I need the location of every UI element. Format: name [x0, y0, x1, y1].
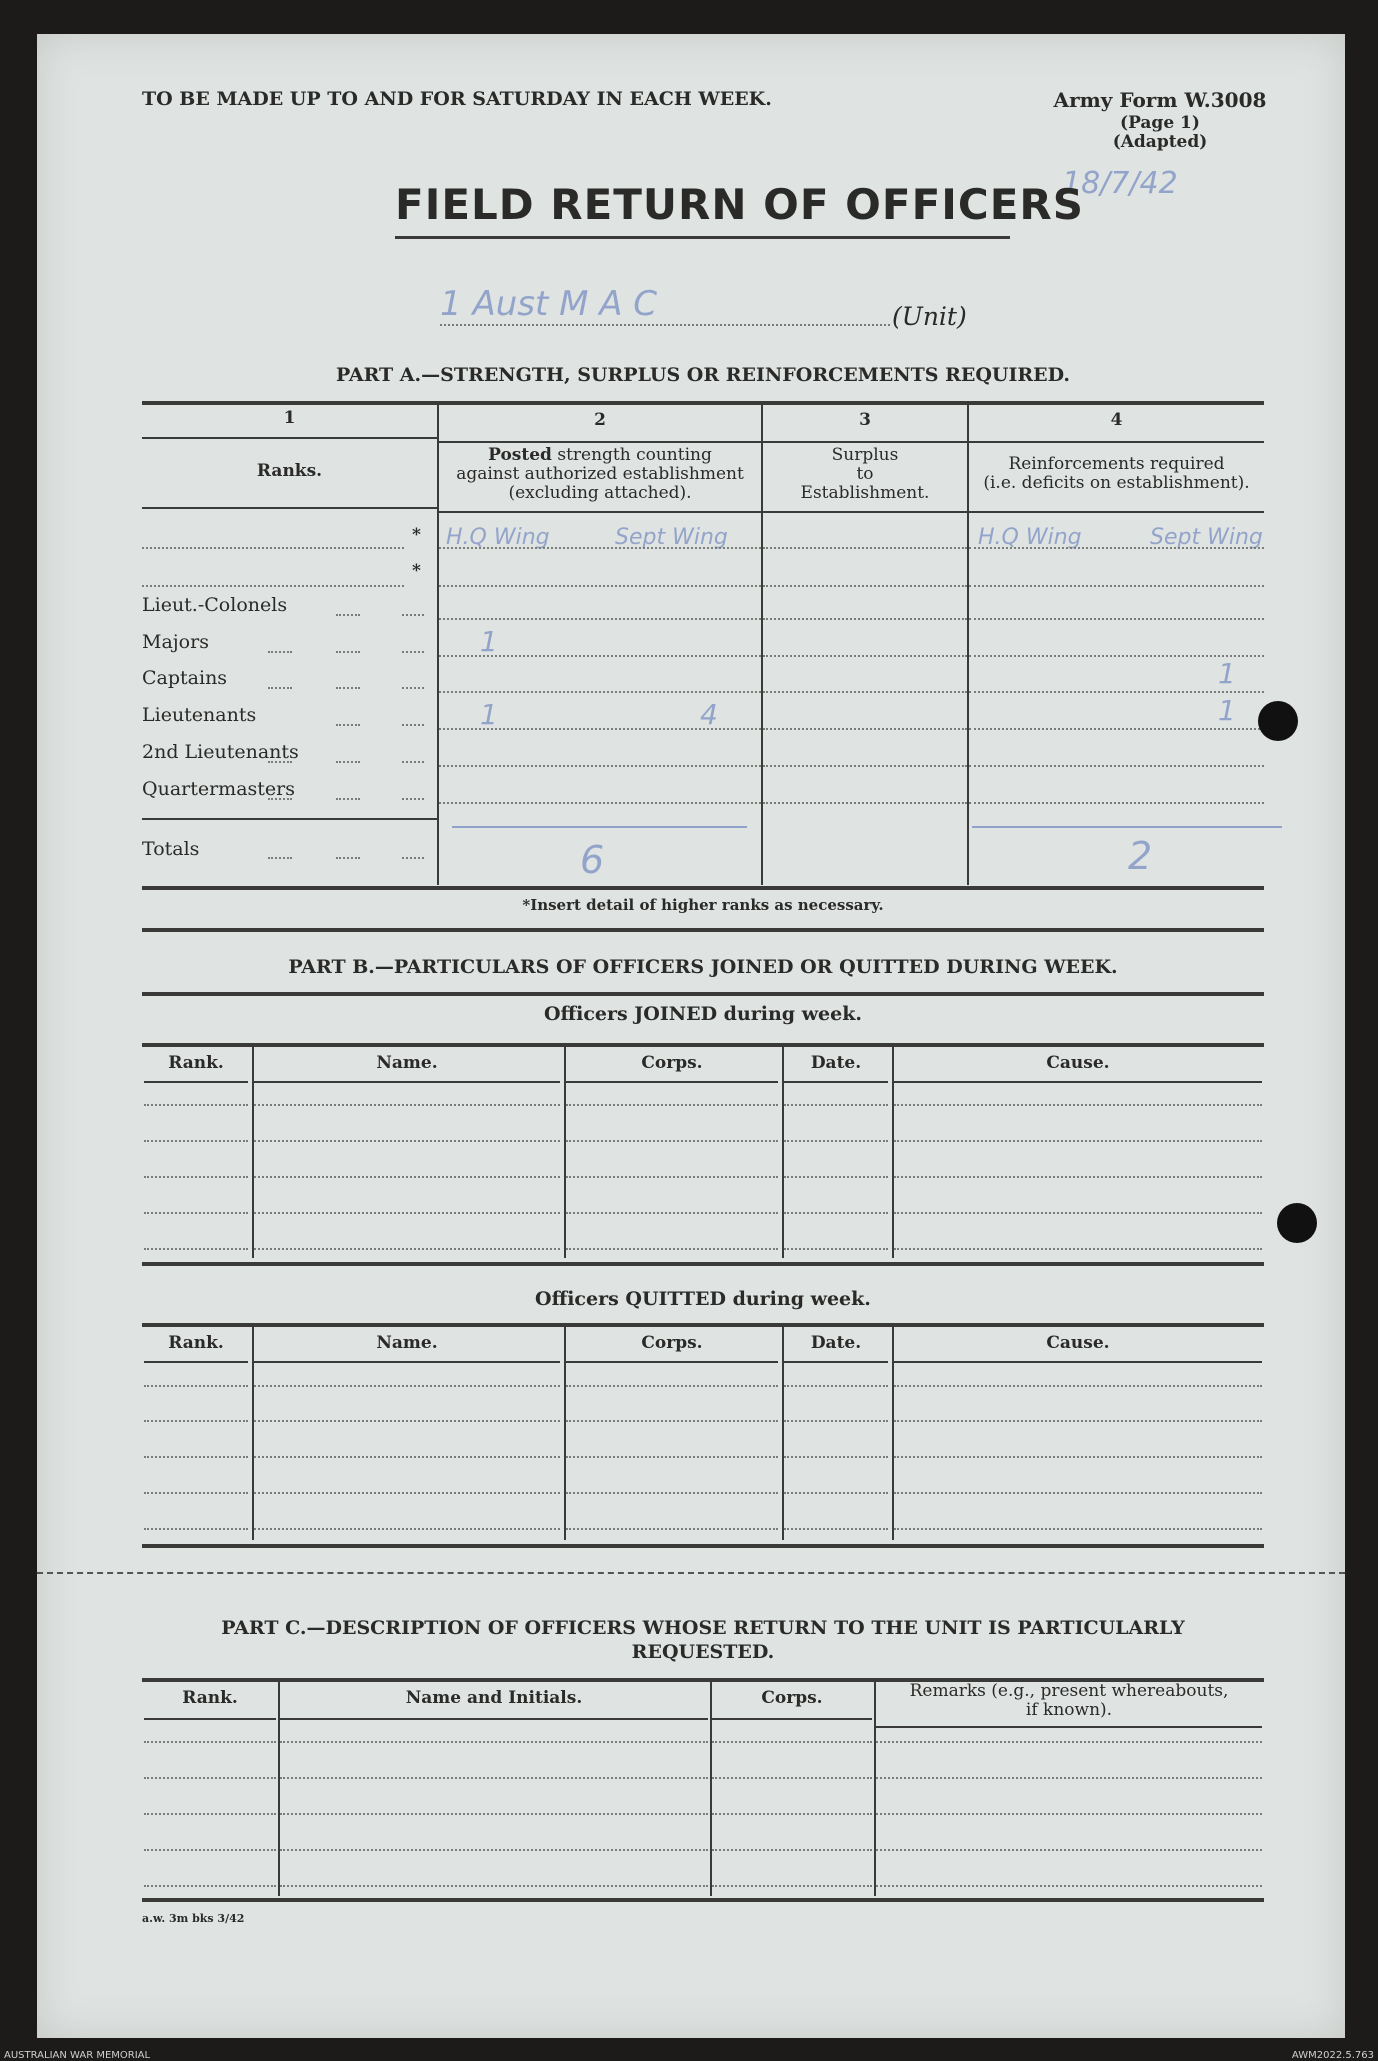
part-b-heading: PART B.—PARTICULARS OF OFFICERS JOINED OR QUITTED DURING WEEK.	[288, 956, 1118, 978]
totals-dots-1	[268, 857, 292, 859]
part-c-row-line	[712, 1777, 872, 1779]
posted-rest: strength counting	[557, 445, 712, 465]
quitted-row-line	[894, 1385, 1262, 1387]
joined-row-line	[144, 1140, 248, 1142]
joined-row-line	[894, 1104, 1262, 1106]
part-c-row-line	[280, 1849, 708, 1851]
quitted-col-header: Corps.	[641, 1333, 703, 1353]
rank-label: Lieut.-Colonels	[142, 594, 288, 616]
form-number: Army Form W.3008	[1053, 88, 1267, 112]
remarks-line2: if known).	[1025, 1700, 1113, 1720]
col-number-4: 4	[1110, 410, 1123, 430]
quitted-row-line	[254, 1528, 560, 1530]
surplus-line3: Establishment.	[800, 483, 930, 503]
entry-line	[763, 618, 967, 620]
part-c-row-line	[280, 1813, 708, 1815]
quitted-row-line	[254, 1385, 560, 1387]
rank-label: Quartermasters	[142, 778, 295, 800]
institution-caption: AUSTRALIAN WAR MEMORIAL	[4, 2050, 151, 2061]
quitted-heading: Officers QUITTED during week.	[535, 1288, 871, 1310]
quitted-row-line	[784, 1528, 888, 1530]
unit-handwritten: 1 Aust M A C	[440, 284, 658, 324]
rank-leader-dots	[336, 798, 360, 800]
part-c-row-line	[144, 1813, 276, 1815]
joined-row-line	[254, 1104, 560, 1106]
quitted-row-line	[566, 1420, 778, 1422]
joined-row-line	[894, 1248, 1262, 1250]
part-b-heading-rule	[142, 992, 1264, 996]
rank-leader-dots	[402, 614, 424, 616]
quitted-row-line	[784, 1385, 888, 1387]
col2-header-rule	[439, 511, 761, 513]
joined-row-line	[784, 1140, 888, 1142]
reinf-total: 2	[1128, 834, 1153, 878]
part-c-row-line	[280, 1885, 708, 1887]
rank-leader-dots	[268, 651, 292, 653]
rank-label: Captains	[142, 667, 228, 689]
reinf-value: 1	[1218, 694, 1236, 727]
quitted-row-line	[254, 1420, 560, 1422]
part-c-bottom-rule	[142, 1898, 1264, 1902]
rank-leader-dots	[336, 724, 360, 726]
reinf-hq-wing-note: H.Q Wing	[978, 525, 1082, 550]
quitted-top-rule	[142, 1323, 1264, 1327]
entry-line	[763, 655, 967, 657]
page-title: FIELD RETURN OF OFFICERS	[395, 180, 1084, 229]
rank-leader-dots	[336, 614, 360, 616]
entry-line	[969, 691, 1264, 693]
col3-header-rule	[763, 511, 967, 513]
col-number-3: 3	[859, 410, 871, 430]
quitted-col-header: Rank.	[168, 1333, 224, 1353]
part-c-row-line	[280, 1777, 708, 1779]
joined-row-line	[566, 1248, 778, 1250]
surplus-header	[763, 446, 967, 503]
star-marker-2: *	[412, 561, 421, 581]
quitted-row-line	[144, 1492, 248, 1494]
ranks-header: Ranks.	[256, 461, 323, 481]
rank-leader-dots	[268, 687, 292, 689]
hq-wing-note: H.Q Wing	[446, 525, 550, 550]
totals-dots-2	[336, 857, 360, 859]
punch-hole-lower	[1277, 1203, 1317, 1243]
part-c-row-line	[280, 1741, 708, 1743]
posted-total: 6	[580, 838, 605, 882]
instruction-text: TO BE MADE UP TO AND FOR SATURDAY IN EACH WEEK.	[142, 88, 772, 110]
part-c-heading-line1: PART C.—DESCRIPTION OF OFFICERS WHOSE RETURN TO THE UNIT IS PARTICULARLY	[221, 1617, 1185, 1639]
entry-line	[439, 765, 761, 767]
posted-hq-value: 1	[480, 625, 498, 658]
part-c-row-line	[876, 1777, 1262, 1779]
part-c-row-line	[876, 1741, 1262, 1743]
part-c-header-rule	[712, 1718, 872, 1720]
joined-col-divider	[252, 1045, 254, 1258]
reinf-total-pen-line	[972, 826, 1282, 828]
rank-leader-dots	[402, 724, 424, 726]
part-c-row-line	[144, 1777, 276, 1779]
rank-leader-dots	[336, 651, 360, 653]
joined-bottom-rule	[142, 1262, 1264, 1266]
part-c-row-line	[712, 1741, 872, 1743]
col4-number-rule	[969, 441, 1264, 443]
remarks-line1: Remarks (e.g., present whereabouts,	[909, 1681, 1229, 1701]
col4-header-rule	[969, 511, 1264, 513]
col-number-1: 1	[283, 408, 296, 428]
quitted-header-rule	[144, 1361, 248, 1363]
part-c-header-rule	[280, 1718, 708, 1720]
reinf-value: 1	[1218, 657, 1236, 690]
quitted-col-divider	[564, 1325, 566, 1540]
quitted-header-rule	[566, 1361, 778, 1363]
joined-row-line	[566, 1104, 778, 1106]
form-paper	[37, 34, 1345, 2038]
quitted-row-line	[566, 1528, 778, 1530]
posted-hq-value: 1	[480, 698, 498, 731]
quitted-row-line	[144, 1528, 248, 1530]
entry-line	[969, 547, 1264, 549]
joined-row-line	[144, 1212, 248, 1214]
quitted-col-divider	[252, 1325, 254, 1540]
part-c-row-line	[712, 1849, 872, 1851]
entry-line	[439, 547, 761, 549]
part-c-heading-line2: REQUESTED.	[631, 1641, 775, 1663]
star-row-1-dots	[142, 547, 404, 549]
unit-line	[440, 324, 890, 326]
entry-line	[439, 802, 761, 804]
entry-line	[969, 728, 1264, 730]
joined-row-line	[144, 1104, 248, 1106]
handwritten-date: 18/7/42	[1062, 166, 1178, 201]
part-c-col-divider	[278, 1680, 280, 1896]
quitted-row-line	[254, 1492, 560, 1494]
col1-number-rule	[142, 437, 437, 439]
rank-label: Lieutenants	[142, 704, 257, 726]
quitted-header-rule	[784, 1361, 888, 1363]
joined-header-rule	[144, 1081, 248, 1083]
posted-strength-header	[439, 446, 761, 503]
joined-row-line	[254, 1176, 560, 1178]
joined-row-line	[566, 1176, 778, 1178]
joined-col-divider	[564, 1045, 566, 1258]
part-c-col-header: Rank.	[182, 1688, 238, 1708]
quitted-row-line	[144, 1385, 248, 1387]
joined-header-rule	[254, 1081, 560, 1083]
quitted-col-header: Name.	[376, 1333, 438, 1353]
part-c-header-rule	[144, 1718, 276, 1720]
part-c-remarks-header	[874, 1682, 1264, 1720]
quitted-bottom-rule	[142, 1544, 1264, 1548]
col3-number-rule	[763, 441, 967, 443]
quitted-row-line	[894, 1528, 1262, 1530]
joined-col-header: Corps.	[641, 1053, 703, 1073]
rank-leader-dots	[402, 798, 424, 800]
quitted-row-line	[144, 1456, 248, 1458]
joined-row-line	[784, 1104, 888, 1106]
entry-line	[439, 585, 761, 587]
joined-top-rule	[142, 1043, 1264, 1047]
entry-line	[969, 802, 1264, 804]
punch-hole-upper	[1258, 701, 1298, 741]
joined-header-rule	[566, 1081, 778, 1083]
joined-row-line	[894, 1176, 1262, 1178]
star-marker-1: *	[412, 525, 421, 545]
joined-col-divider	[782, 1045, 784, 1258]
entry-line	[763, 691, 967, 693]
entry-line	[969, 585, 1264, 587]
joined-row-line	[254, 1212, 560, 1214]
part-a-footnote: *Insert detail of higher ranks as necessary.	[522, 896, 884, 914]
rank-leader-dots	[268, 761, 292, 763]
joined-header-rule	[784, 1081, 888, 1083]
entry-line	[969, 765, 1264, 767]
rank-leader-dots	[336, 687, 360, 689]
part-c-heading	[142, 1616, 1264, 1664]
quitted-row-line	[144, 1420, 248, 1422]
posted-sept-value: 4	[700, 698, 718, 731]
reinf-sept-wing-note: Sept Wing	[1150, 525, 1263, 550]
rank-leader-dots	[268, 798, 292, 800]
posted-line2: against authorized establishment	[456, 464, 744, 484]
rank-label: Majors	[142, 631, 209, 653]
joined-col-header: Cause.	[1046, 1053, 1110, 1073]
entry-line	[763, 802, 967, 804]
star-row-2-dots	[142, 585, 404, 587]
part-c-row-line	[144, 1849, 276, 1851]
joined-header-rule	[894, 1081, 1262, 1083]
quitted-row-line	[566, 1492, 778, 1494]
col-number-2: 2	[594, 410, 606, 430]
form-page: (Page 1)	[1120, 113, 1200, 133]
quitted-row-line	[566, 1385, 778, 1387]
entry-line	[763, 728, 967, 730]
quitted-row-line	[254, 1456, 560, 1458]
form-adapted: (Adapted)	[1112, 132, 1208, 152]
tear-off-line	[37, 1572, 1345, 1574]
quitted-row-line	[784, 1420, 888, 1422]
part-c-row-line	[144, 1741, 276, 1743]
joined-row-line	[784, 1248, 888, 1250]
quitted-row-line	[784, 1492, 888, 1494]
posted-total-pen-line	[452, 826, 747, 828]
joined-col-header: Date.	[810, 1053, 862, 1073]
part-c-row-line	[876, 1849, 1262, 1851]
quitted-col-header: Date.	[810, 1333, 862, 1353]
rank-label: 2nd Lieutenants	[142, 741, 299, 763]
posted-bold: Posted	[488, 445, 552, 465]
surplus-line2: to	[856, 464, 874, 484]
joined-row-line	[894, 1212, 1262, 1214]
joined-row-line	[144, 1248, 248, 1250]
quitted-col-divider	[892, 1325, 894, 1540]
entry-line	[763, 765, 967, 767]
joined-row-line	[144, 1176, 248, 1178]
col2-number-rule	[439, 441, 761, 443]
quitted-row-line	[566, 1456, 778, 1458]
totals-rule-col1	[142, 818, 437, 820]
entry-line	[763, 585, 967, 587]
rank-leader-dots	[402, 761, 424, 763]
joined-row-line	[566, 1212, 778, 1214]
sept-wing-note: Sept Wing	[615, 525, 728, 550]
entry-line	[969, 618, 1264, 620]
title-underline	[395, 236, 1010, 239]
quitted-col-header: Cause.	[1046, 1333, 1110, 1353]
part-c-header-rule	[876, 1726, 1262, 1728]
entry-line	[763, 547, 967, 549]
joined-col-header: Rank.	[168, 1053, 224, 1073]
joined-col-header: Name.	[376, 1053, 438, 1073]
quitted-row-line	[784, 1456, 888, 1458]
joined-heading: Officers JOINED during week.	[543, 1003, 863, 1025]
joined-row-line	[254, 1248, 560, 1250]
unit-label: (Unit)	[892, 302, 967, 331]
part-a-top-rule	[142, 401, 1264, 405]
part-a-bottom-rule	[142, 886, 1264, 890]
reinforcements-header	[969, 455, 1264, 493]
accession-caption: AWM2022.5.763	[1291, 2050, 1374, 2061]
quitted-header-rule	[254, 1361, 560, 1363]
part-c-col-header: Corps.	[761, 1688, 823, 1708]
reinf-line1: Reinforcements required	[1008, 454, 1225, 474]
totals-dots-3	[402, 857, 424, 859]
joined-row-line	[566, 1140, 778, 1142]
quitted-header-rule	[894, 1361, 1262, 1363]
joined-col-divider	[892, 1045, 894, 1258]
part-c-row-line	[144, 1885, 276, 1887]
part-a-footnote-rule	[142, 928, 1264, 932]
part-c-col-divider	[710, 1680, 712, 1896]
surplus-line1: Surplus	[831, 445, 899, 465]
entry-line	[439, 618, 761, 620]
joined-row-line	[784, 1176, 888, 1178]
part-c-row-line	[876, 1813, 1262, 1815]
part-a-heading: PART A.—STRENGTH, SURPLUS OR REINFORCEMENTS REQUIRED.	[335, 364, 1071, 386]
quitted-col-divider	[782, 1325, 784, 1540]
joined-row-line	[254, 1140, 560, 1142]
quitted-row-line	[894, 1456, 1262, 1458]
reinf-line2: (i.e. deficits on establishment).	[983, 473, 1250, 493]
entry-line	[439, 691, 761, 693]
part-c-row-line	[712, 1885, 872, 1887]
rank-leader-dots	[402, 687, 424, 689]
part-c-row-line	[712, 1813, 872, 1815]
rank-leader-dots	[402, 651, 424, 653]
rank-leader-dots	[336, 761, 360, 763]
part-c-col-header: Name and Initials.	[405, 1688, 583, 1708]
quitted-row-line	[894, 1492, 1262, 1494]
joined-row-line	[784, 1212, 888, 1214]
quitted-row-line	[894, 1420, 1262, 1422]
posted-line3: (excluding attached).	[508, 483, 692, 503]
part-c-row-line	[876, 1885, 1262, 1887]
col1-header-rule	[142, 507, 437, 509]
totals-label: Totals	[142, 838, 200, 860]
joined-row-line	[894, 1140, 1262, 1142]
print-code: a.w. 3m bks 3/42	[142, 1912, 245, 1925]
